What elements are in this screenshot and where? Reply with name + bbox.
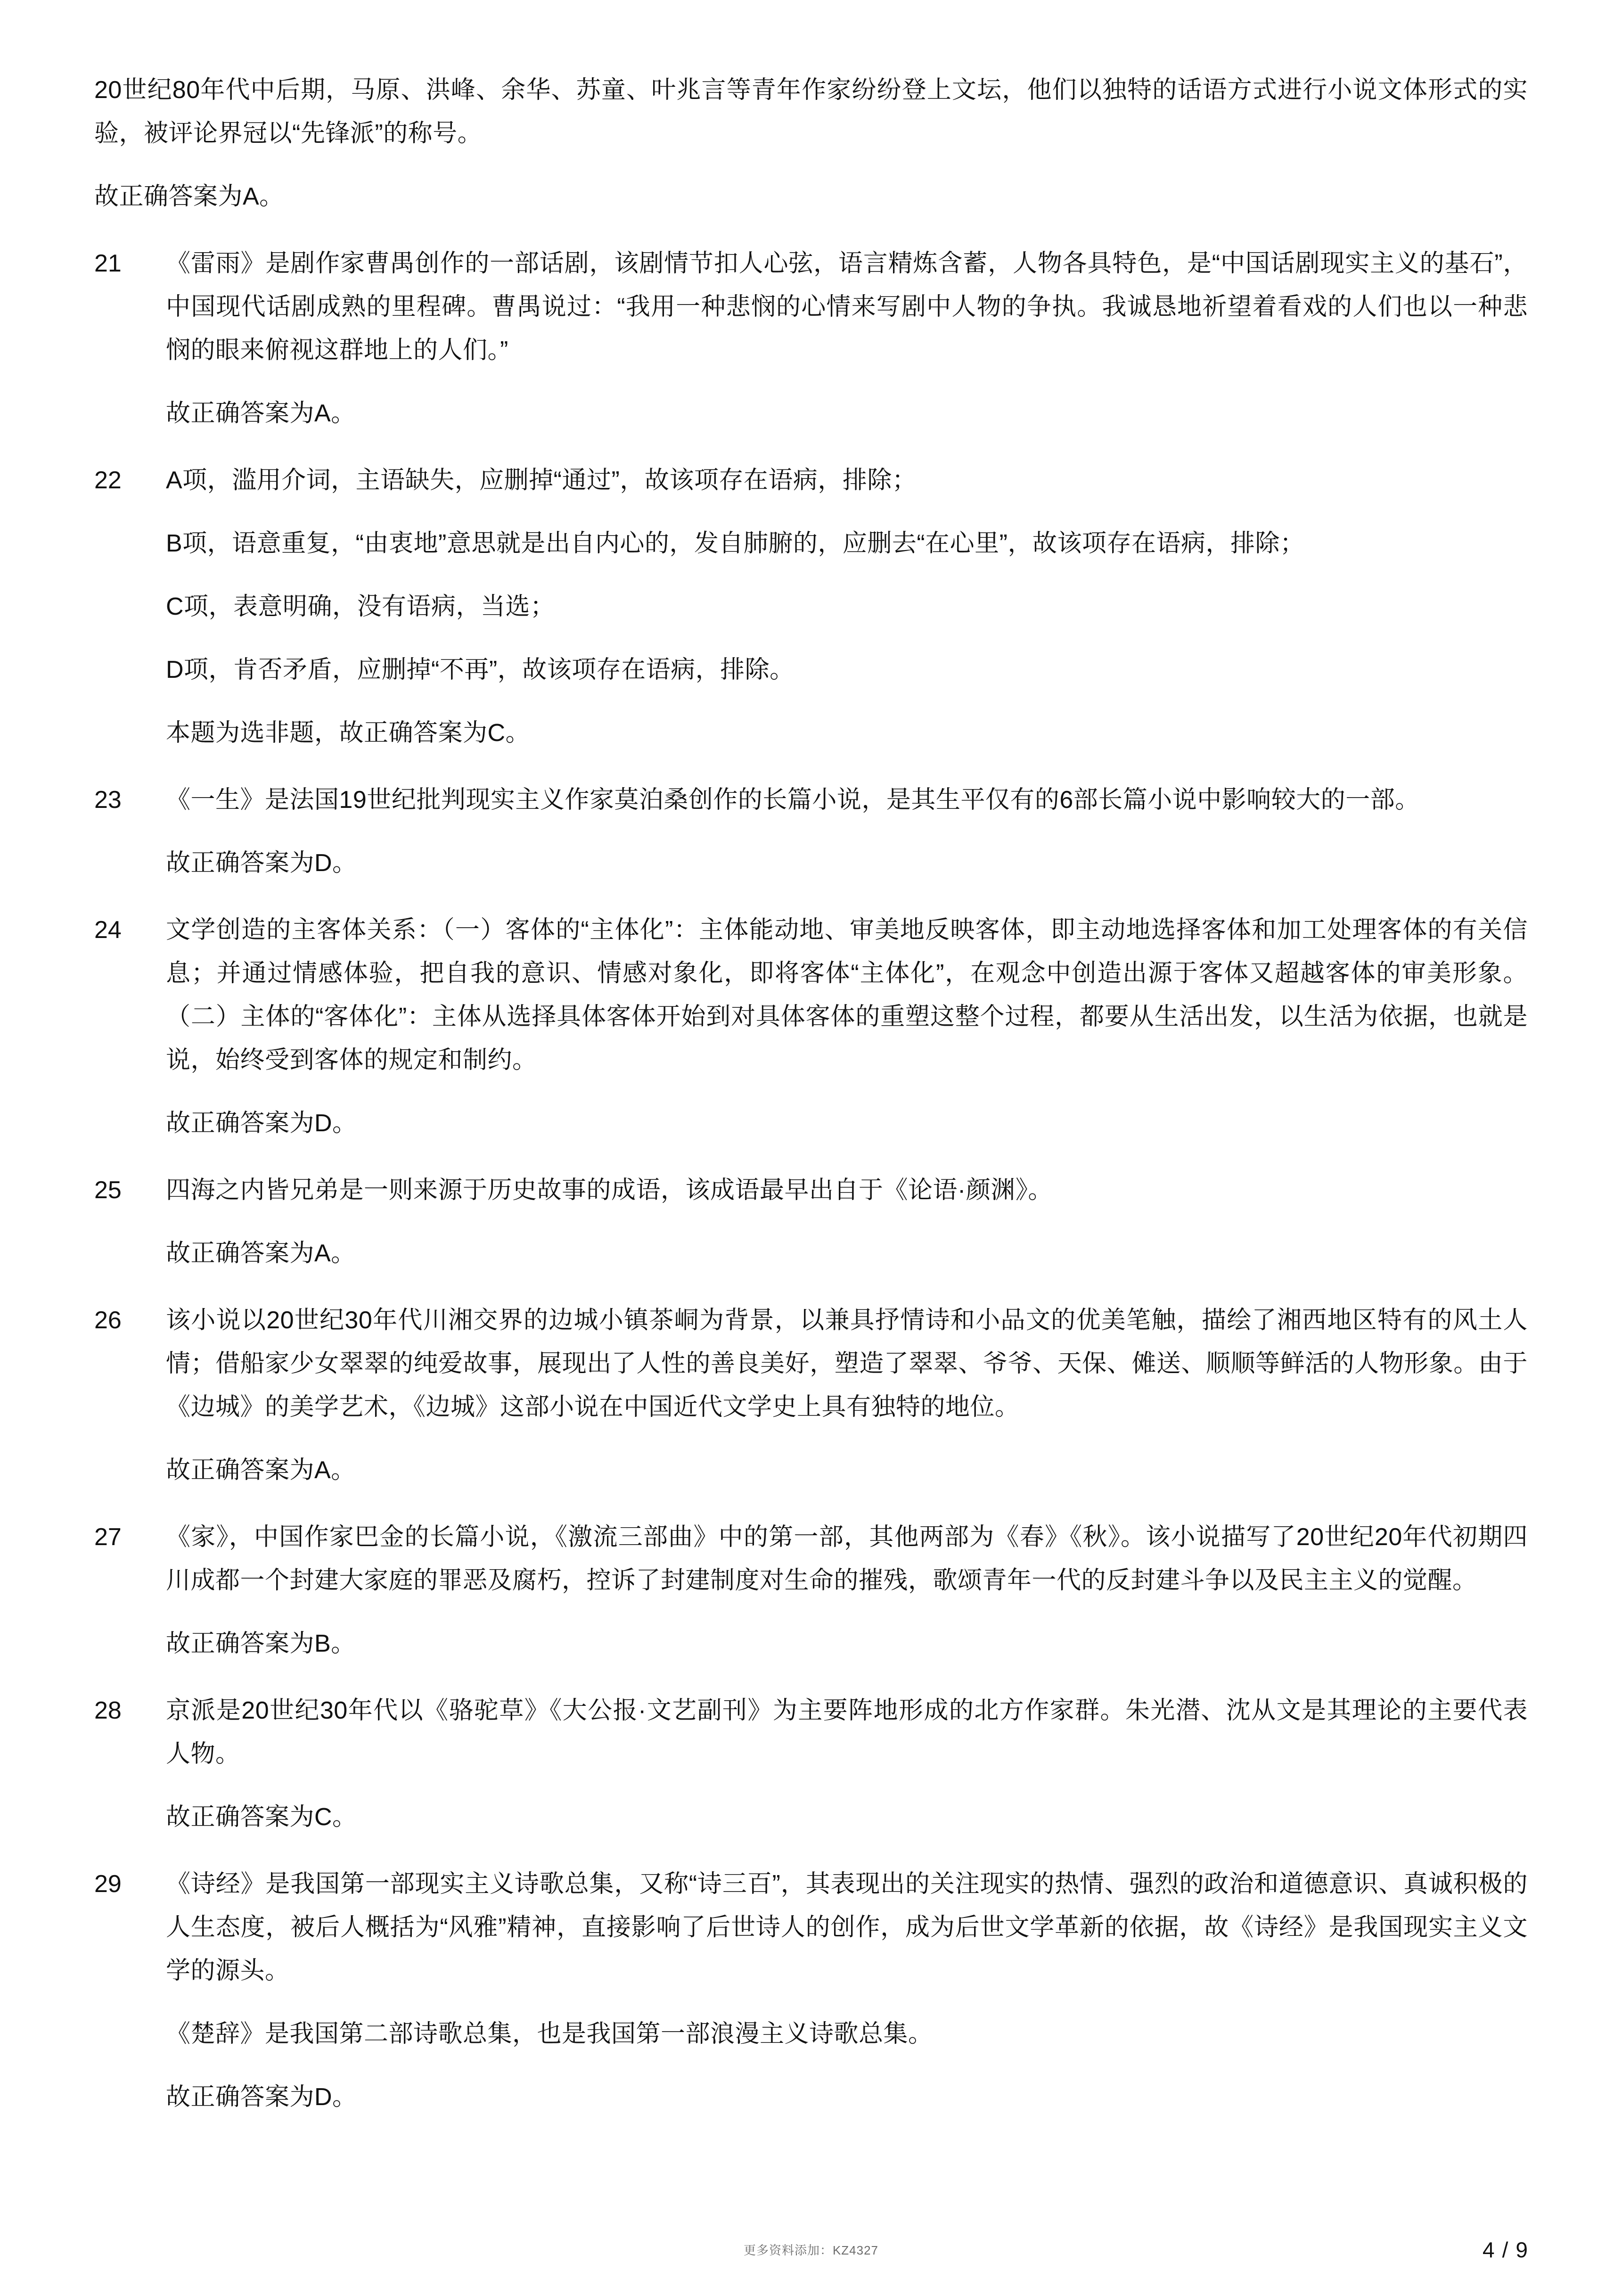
item-answer-line: 故正确答案为C。 [166, 1803, 357, 1831]
item-body [166, 459, 1528, 755]
item-paragraph: 京派是20世纪30年代以《骆驼草》《大公报·文艺副刊》为主要阵地形成的北方作家群。朱光潜、沈从文是其理论的主要代表人物。 [166, 1697, 1528, 1768]
page-number-separator: / [1502, 2238, 1508, 2262]
item-body [166, 908, 1528, 1145]
item-body [166, 778, 1528, 885]
item-paragraph: 《一生》是法国19世纪批判现实主义作家莫泊桑创作的长篇小说，是其生平仅有的6部长篇小说中影响较大的一部。 [166, 786, 1420, 814]
explanation-item-26 [94, 1299, 1528, 1492]
explanation-item-22 [94, 459, 1528, 755]
item-paragraph: 四海之内皆兄弟是一则来源于历史故事的成语，该成语最早出自于《论语·颜渊》。 [166, 1177, 1053, 1204]
footer-watermark: 更多资料添加：KZ4327 [743, 2243, 879, 2257]
item-body [166, 1299, 1528, 1492]
item-body [166, 242, 1528, 435]
page-content [94, 68, 1528, 2119]
explanation-item-24 [94, 908, 1528, 1145]
item-paragraph-option-d: D项，肯否矛盾，应删掉“不再”，故该项存在语病，排除。 [166, 656, 795, 683]
item-paragraph: 文学创造的主客体关系：（一）客体的“主体化”：主体能动地、审美地反映客体，即主动地选择客体和加工处理客体的有关信息；并通过情感体验，把自我的意识、情感对象化，即将客体“主体化”，在观念中创造出源于客体又超越客体的审美形象。（二）主体的“客体化”：主体从选择具体客体开始到对具体客体的重塑这整个过程，都要从生活出发，以生活为依据，也就是说，始终受到客体的规定和制约。 [166, 916, 1528, 1074]
page-number-total: 9 [1516, 2238, 1528, 2262]
item-number: 29 [94, 1870, 122, 1898]
item-answer-line: 故正确答案为B。 [166, 1630, 356, 1657]
item-paragraph-option-b: B项，语意重复，“由衷地”意思就是出自内心的，发自肺腑的，应删去“在心里”，故该项存在语病，排除； [166, 530, 1305, 557]
explanation-item-27 [94, 1515, 1528, 1665]
item-number: 21 [94, 250, 122, 277]
explanation-item-29 [94, 1862, 1528, 2119]
item-number: 28 [94, 1697, 122, 1724]
item-body [166, 1862, 1528, 2119]
item-paragraph-option-a: A项，滥用介词，主语缺失，应删掉“通过”，故该项存在语病，排除； [166, 467, 917, 494]
page-number [1483, 2236, 1528, 2264]
item-answer-line: 故正确答案为D。 [166, 849, 357, 877]
page-number-current: 4 [1483, 2238, 1495, 2262]
item-answer-line: 故正确答案为A。 [166, 400, 356, 427]
item-number: 25 [94, 1177, 122, 1204]
item-answer-line: 故正确答案为A。 [166, 1240, 356, 1267]
item-paragraph: 《雷雨》是剧作家曹禺创作的一部话剧，该剧情节扣人心弦，语言精炼含蓄，人物各具特色，是“中国话剧现实主义的基石”，中国现代话剧成熟的里程碑。曹禺说过：“我用一种悲悯的心情来写剧中人物的争执。我诚恳地祈望着看戏的人们也以一种悲悯的眼来俯视这群地上的人们。” [166, 250, 1528, 364]
item-number: 27 [94, 1523, 122, 1551]
explanation-item-21 [94, 242, 1528, 435]
item-body [166, 1169, 1528, 1275]
item-paragraph: 《诗经》是我国第一部现实主义诗歌总集，又称“诗三百”，其表现出的关注现实的热情、强烈的政治和道德意识、真诚积极的人生态度，被后人概括为“风雅”精神，直接影响了后世诗人的创作，成为后世文学革新的依据，故《诗经》是我国现实主义文学的源头。 [166, 1870, 1528, 1984]
item-body [166, 1515, 1528, 1665]
intro-paragraph: 20世纪80年代中后期，马原、洪峰、余华、苏童、叶兆言等青年作家纷纷登上文坛，他们以独特的话语方式进行小说文体形式的实验，被评论界冠以“先锋派”的称号。 [94, 76, 1528, 147]
item-number: 26 [94, 1307, 122, 1334]
item-paragraph: 该小说以20世纪30年代川湘交界的边城小镇茶峒为背景，以兼具抒情诗和小品文的优美笔触，描绘了湘西地区特有的风土人情；借船家少女翠翠的纯爱故事，展现出了人性的善良美好，塑造了翠翠、爷爷、天保、傩送、顺顺等鲜活的人物形象。由于《边城》的美学艺术，《边城》这部小说在中国近代文学史上具有独特的地位。 [166, 1307, 1528, 1421]
item-number: 23 [94, 786, 122, 814]
item-paragraph-option-c: C项，表意明确，没有语病，当选； [166, 593, 555, 620]
item-number: 24 [94, 916, 122, 944]
item-answer-line: 故正确答案为D。 [166, 2083, 357, 2111]
page-footer [0, 2236, 1622, 2269]
explanation-item-28 [94, 1689, 1528, 1839]
explanation-item-25 [94, 1169, 1528, 1275]
item-answer-line: 故正确答案为A。 [166, 1457, 356, 1484]
item-body [166, 1689, 1528, 1839]
item-paragraph-secondary: 《楚辞》是我国第二部诗歌总集，也是我国第一部浪漫主义诗歌总集。 [166, 2020, 933, 2048]
intro-block [94, 68, 1528, 218]
intro-answer-line: 故正确答案为A。 [94, 183, 284, 210]
item-number: 22 [94, 467, 122, 494]
item-paragraph: 《家》，中国作家巴金的长篇小说，《激流三部曲》中的第一部，其他两部为《春》《秋》。该小说描写了20世纪20年代初期四川成都一个封建大家庭的罪恶及腐朽，控诉了封建制度对生命的摧残，歌颂青年一代的反封建斗争以及民主主义的觉醒。 [166, 1523, 1528, 1594]
item-answer-line: 故正确答案为D。 [166, 1110, 357, 1137]
item-answer-line: 本题为选非题，故正确答案为C。 [166, 719, 531, 747]
explanation-item-23 [94, 778, 1528, 885]
